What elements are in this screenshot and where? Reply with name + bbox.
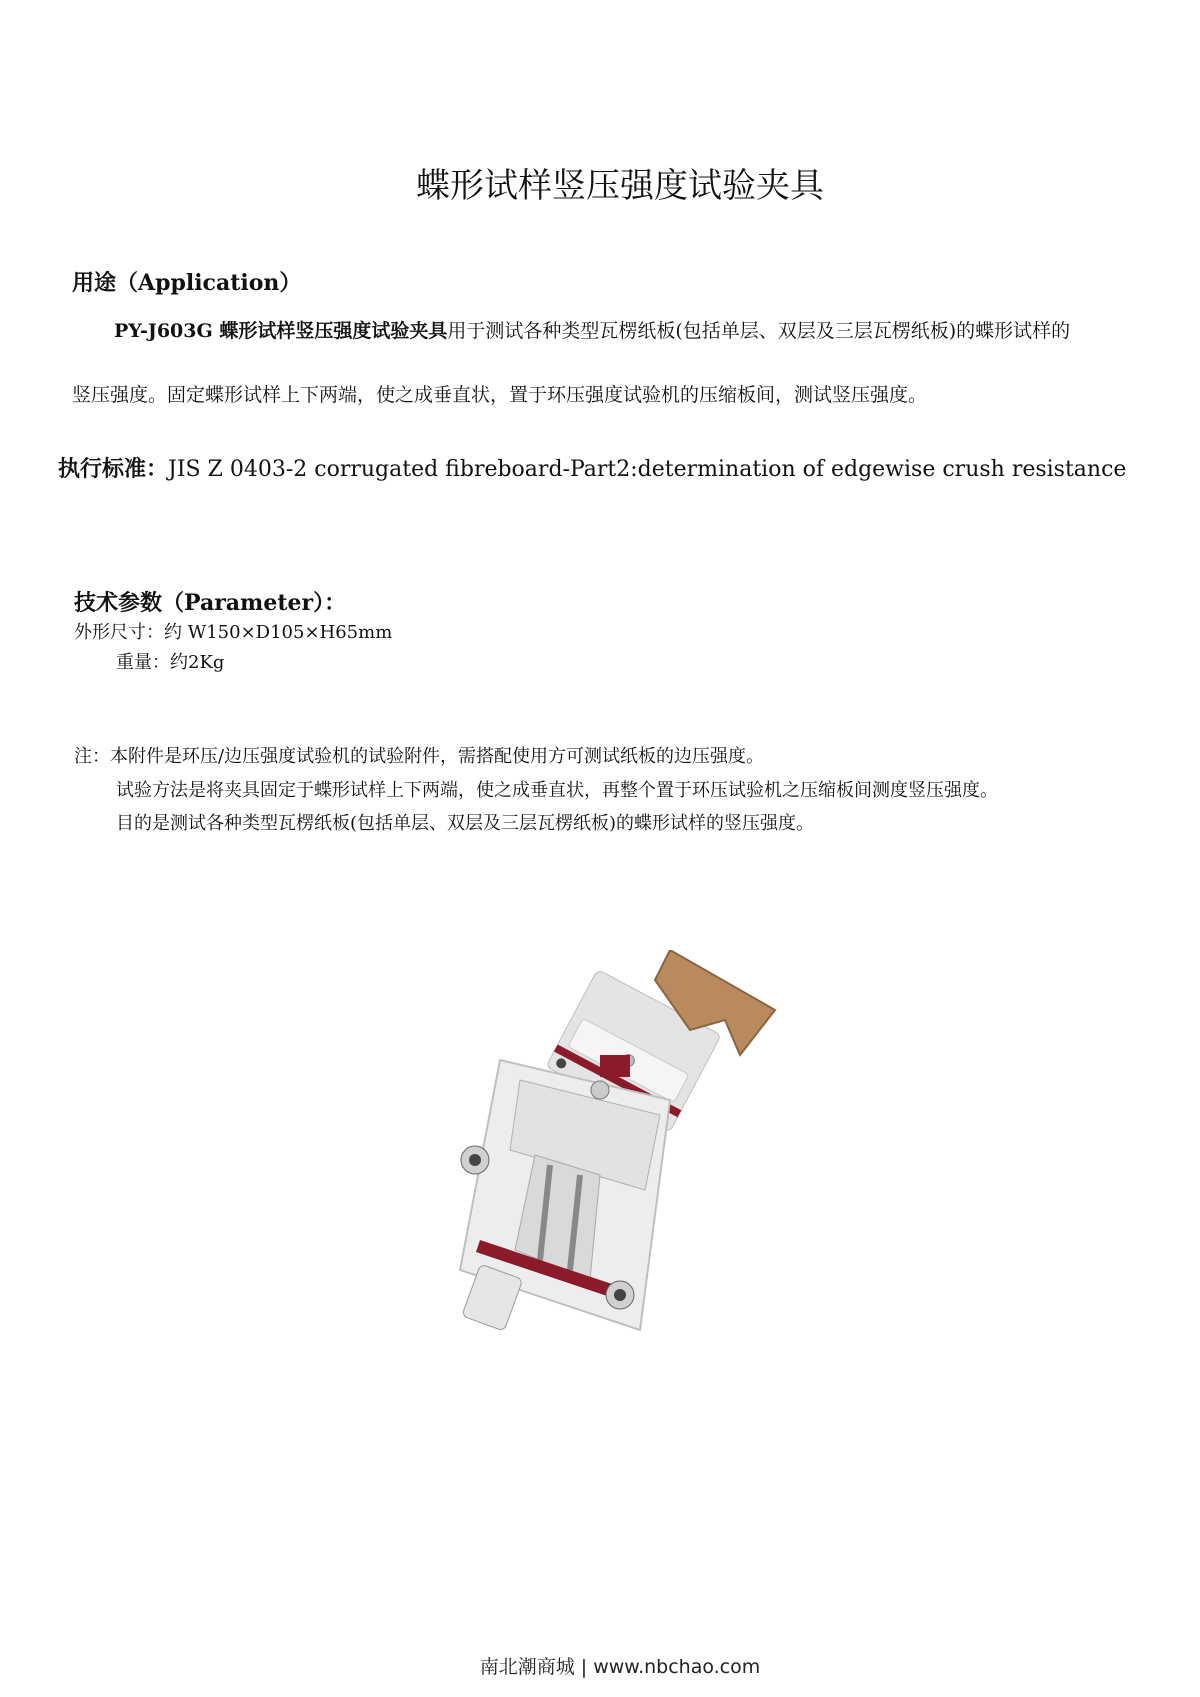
fixture-photo [440, 950, 800, 1350]
dimensions-text: 外形尺寸：约 W150×D105×H65mm [74, 622, 393, 643]
note-line-2: 试验方法是将夹具固定于蝶形试样上下两端，使之成垂直状，再整个置于环压试验机之压缩板间测度竖压强度。 [116, 780, 998, 801]
standard-line [58, 452, 1126, 483]
lower-clamp [460, 1060, 670, 1331]
application-paragraph-line1 [114, 316, 1070, 343]
product-name: PY-J603G 蝶形试样竖压强度试验夹具 [114, 320, 448, 342]
footer-text: 南北潮商城 | www.nbchao.com [479, 1656, 761, 1678]
page-title: 蝶形试样竖压强度试验夹具 [416, 166, 824, 206]
application-text: 用于测试各种类型瓦楞纸板(包括单层、双层及三层瓦楞纸板)的蝶形试样的 [447, 320, 1071, 342]
note-line-1: 注：本附件是环压/边压强度试验机的试验附件，需搭配使用方可测试纸板的边压强度。 [74, 746, 765, 767]
standard-label: 执行标准： [58, 456, 169, 482]
standard-value: JIS Z 0403-2 corrugated fibreboard-Part2:determination of edgewise crush resistance [168, 457, 1127, 482]
weight-text: 重量：约2Kg [116, 652, 225, 673]
note-line-3: 目的是测试各种类型瓦楞纸板(包括单层、双层及三层瓦楞纸板)的蝶形试样的竖压强度。 [116, 813, 815, 834]
application-paragraph-line2: 竖压强度。固定蝶形试样上下两端，使之成垂直状，置于环压强度试验机的压缩板间，测试竖压强度。 [72, 384, 928, 406]
application-heading: 用途（Application） [72, 270, 302, 296]
parameter-heading: 技术参数（Parameter）： [74, 590, 347, 616]
